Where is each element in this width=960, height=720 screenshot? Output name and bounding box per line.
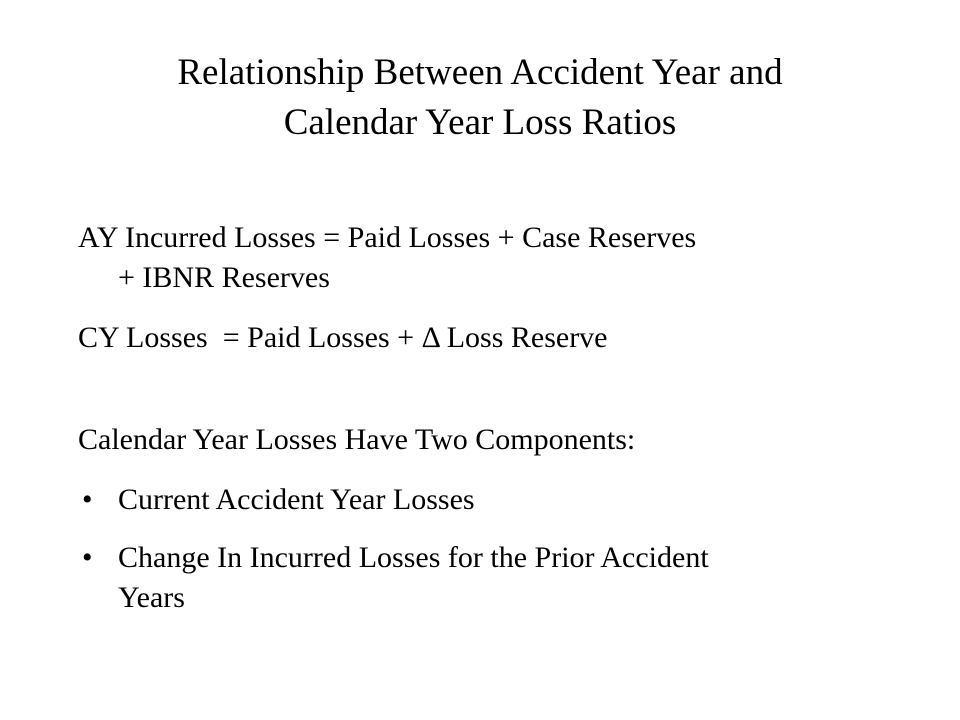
bullet-icon: • xyxy=(82,483,93,516)
bullet-text-line-1: Change In Incurred Losses for the Prior Accident xyxy=(118,541,709,574)
ay-formula-line-2: + IBNR Reserves xyxy=(118,261,330,294)
bullet-icon: • xyxy=(82,541,93,574)
bullet-text-line-2: Years xyxy=(118,581,185,614)
components-heading: Calendar Year Losses Have Two Components: xyxy=(78,423,636,456)
title-line-2: Calendar Year Loss Ratios xyxy=(283,102,677,143)
cy-formula: CY Losses = Paid Losses + Δ Loss Reserve xyxy=(78,321,608,354)
ay-formula xyxy=(78,218,868,298)
ay-formula-line-1: AY Incurred Losses = Paid Losses + Case Reserves xyxy=(78,221,697,254)
title-line-1: Relationship Between Accident Year and xyxy=(177,52,783,93)
bullet-text: Current Accident Year Losses xyxy=(118,483,475,516)
slide-title xyxy=(80,48,880,148)
